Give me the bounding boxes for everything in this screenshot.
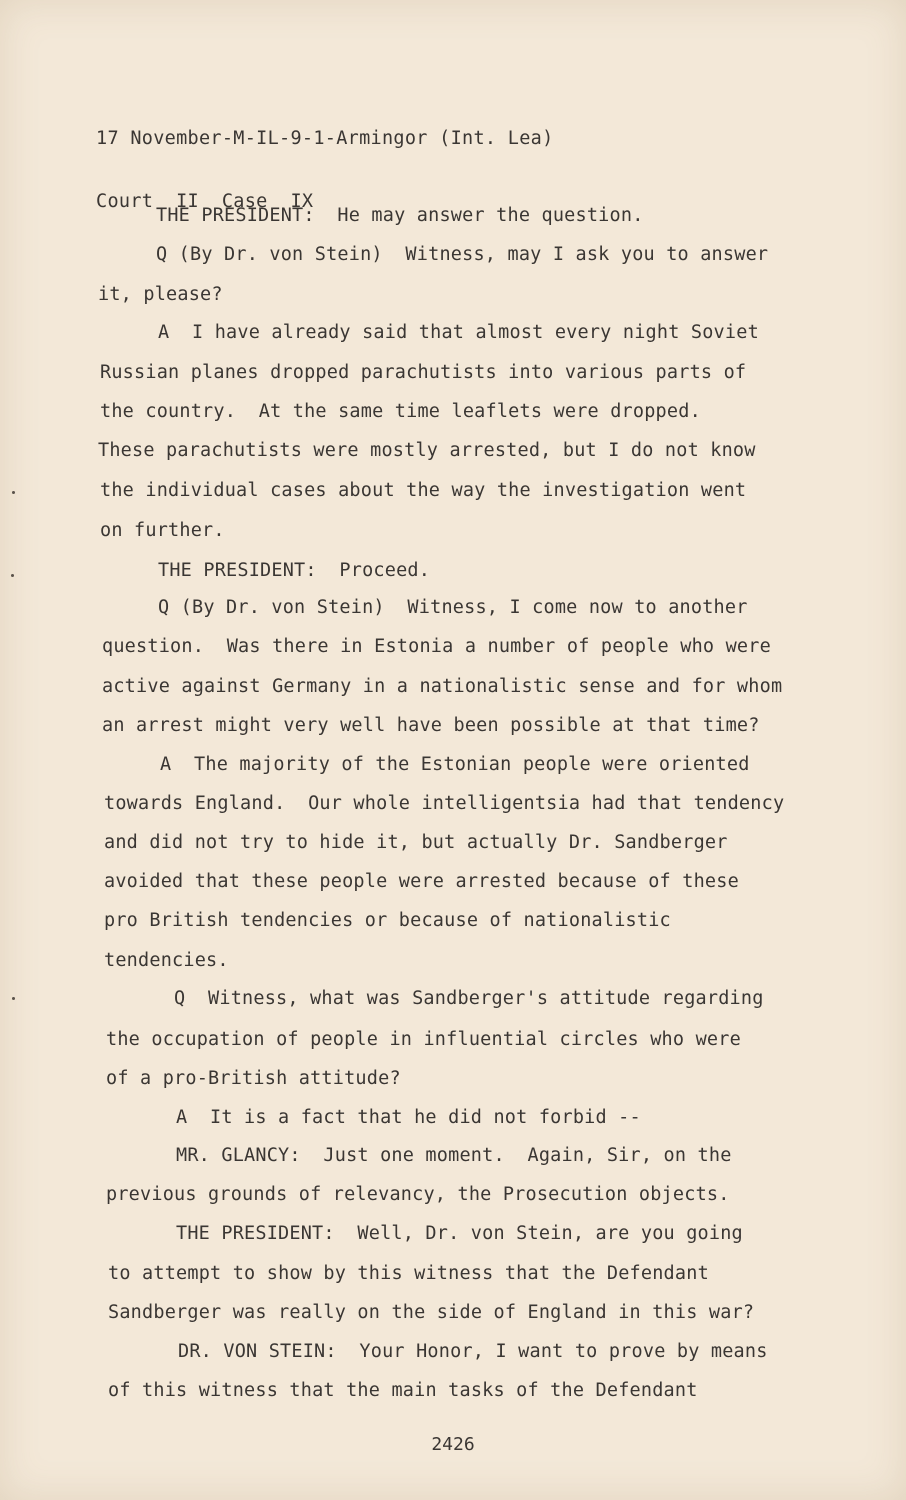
header-line-2: Court II Case IX bbox=[96, 191, 314, 212]
transcript-line: DR. VON STEIN: Your Honor, I want to prove by means bbox=[178, 1341, 768, 1362]
transcript-line: These parachutists were mostly arrested, but I do not know bbox=[98, 440, 756, 461]
transcript-line: Sandberger was really on the side of England in this war? bbox=[108, 1302, 755, 1323]
transcript-line: the occupation of people in influential circles who were bbox=[106, 1029, 741, 1050]
transcript-line: Russian planes dropped parachutists into various parts of bbox=[100, 362, 747, 383]
transcript-line: previous grounds of relevancy, the Prosecution objects. bbox=[106, 1184, 730, 1205]
transcript-line: Q (By Dr. von Stein) Witness, may I ask you to answer bbox=[156, 244, 769, 265]
header-line-1: 17 November-M-IL-9-1-Armingor (Int. Lea) bbox=[96, 128, 554, 149]
page-number: 2426 bbox=[431, 1434, 475, 1455]
transcript-line: A It is a fact that he did not forbid -- bbox=[176, 1107, 641, 1128]
transcript-line: Q Witness, what was Sandberger's attitude regarding bbox=[174, 988, 764, 1009]
transcript-line: THE PRESIDENT: Well, Dr. von Stein, are you going bbox=[176, 1223, 743, 1244]
transcript-line: A The majority of the Estonian people were oriented bbox=[160, 754, 750, 775]
transcript-line: and did not try to hide it, but actually Dr. Sandberger bbox=[104, 832, 728, 853]
transcript-line: towards England. Our whole intelligentsia had that tendency bbox=[104, 793, 785, 814]
transcript-line: to attempt to show by this witness that the Defendant bbox=[108, 1263, 709, 1284]
transcript-line: THE PRESIDENT: He may answer the question. bbox=[156, 205, 644, 226]
transcript-line: question. Was there in Estonia a number of people who were bbox=[102, 636, 771, 657]
transcript-line: active against Germany in a nationalistic sense and for whom bbox=[102, 676, 783, 697]
transcript-line: A I have already said that almost every night Soviet bbox=[158, 322, 759, 343]
transcript-line: an arrest might very well have been possible at that time? bbox=[102, 715, 760, 736]
margin-dot bbox=[11, 574, 14, 577]
transcript-line: of a pro-British attitude? bbox=[106, 1068, 401, 1089]
transcript-line: of this witness that the main tasks of the Defendant bbox=[108, 1380, 698, 1401]
transcript-body bbox=[98, 0, 818, 1401]
margin-dot bbox=[12, 491, 15, 494]
transcript-line: on further. bbox=[100, 520, 225, 541]
margin-dot bbox=[12, 997, 15, 1000]
transcript-line: the individual cases about the way the investigation went bbox=[100, 480, 747, 501]
transcript-line: avoided that these people were arrested because of these bbox=[104, 871, 739, 892]
transcript-line: the country. At the same time leaflets were dropped. bbox=[100, 401, 701, 422]
transcript-line: Q (By Dr. von Stein) Witness, I come now to another bbox=[158, 597, 748, 618]
transcript-line: pro British tendencies or because of nationalistic bbox=[104, 910, 671, 931]
transcript-line: THE PRESIDENT: Proceed. bbox=[158, 560, 431, 581]
transcript-line: MR. GLANCY: Just one moment. Again, Sir, on the bbox=[176, 1145, 732, 1166]
transcript-line: tendencies. bbox=[104, 950, 229, 971]
transcript-line: it, please? bbox=[98, 284, 223, 305]
